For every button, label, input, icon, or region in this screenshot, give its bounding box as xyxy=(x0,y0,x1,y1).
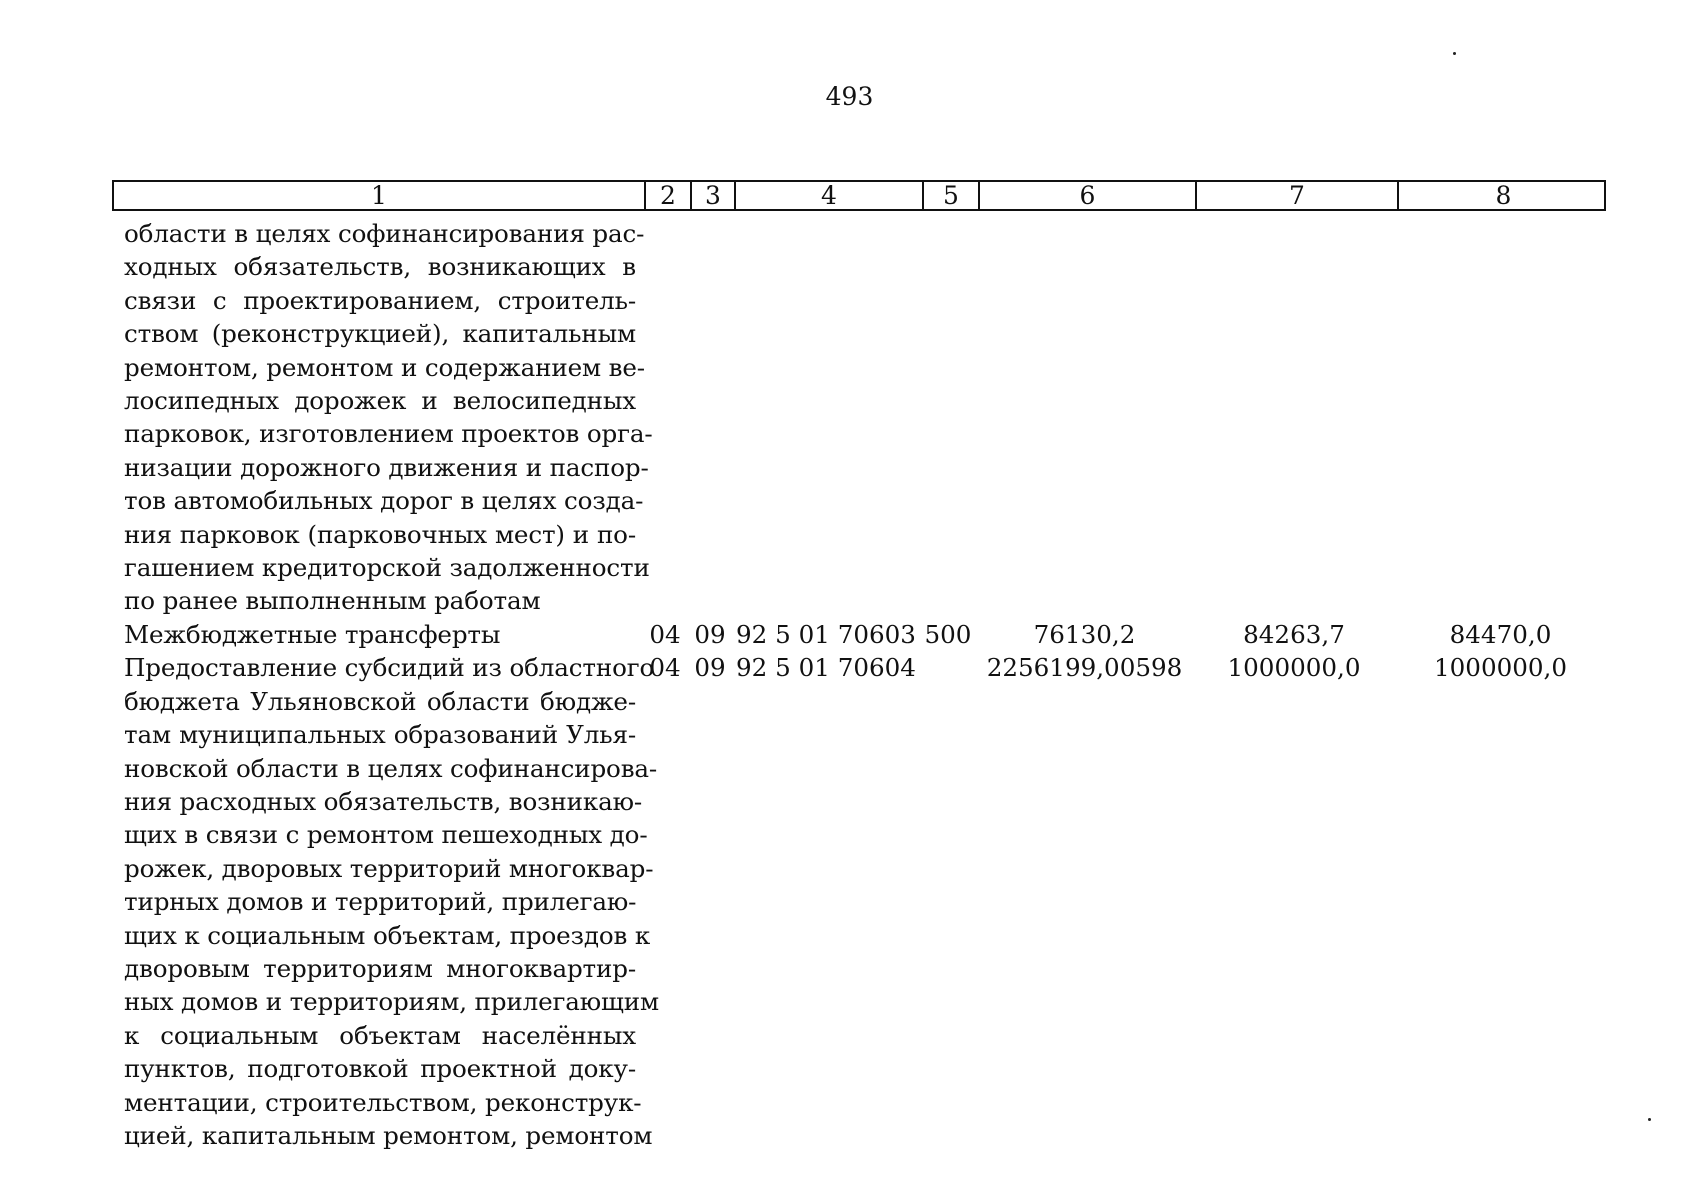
description-line: ментации, строительством, реконструк- xyxy=(124,1087,642,1117)
description-line: новской области в целях софинансирова- xyxy=(124,753,658,783)
scan-speck xyxy=(1648,1118,1651,1121)
cell-rz xyxy=(642,217,688,618)
page-number: 493 xyxy=(825,82,874,111)
description-line: ния расходных обязательств, возникаю- xyxy=(124,786,643,816)
description-line: парковок, изготовлением проектов орга- xyxy=(124,419,653,449)
cell-csr: 92 5 01 70604 xyxy=(736,653,916,683)
header-col-5: 5 xyxy=(922,182,978,209)
cell-pr: 09 xyxy=(694,619,726,649)
cell-vr xyxy=(920,217,976,618)
description-line: лосипедных дорожек и велосипедных xyxy=(124,386,636,416)
row-description xyxy=(112,217,653,618)
header-col-4: 4 xyxy=(734,182,922,209)
cell-csr: 92 5 01 70603 xyxy=(736,619,916,649)
header-col-7: 7 xyxy=(1195,182,1397,209)
cell-rz: 04 xyxy=(649,619,681,649)
description-line: ходных обязательств, возникающих в xyxy=(124,252,636,282)
cell-rz: 04 xyxy=(649,653,681,683)
budget-table xyxy=(112,180,1606,1152)
cell-csr xyxy=(732,217,920,618)
description-line: гашением кредиторской задолженности xyxy=(124,553,650,583)
description-line: по ранее выполненным работам xyxy=(124,586,541,616)
description-line: области в целях софинансирования рас- xyxy=(124,219,645,248)
table-row xyxy=(112,618,1606,651)
description-line: ством (реконструкцией), капитальным xyxy=(124,319,636,349)
description-line: там муниципальных образований Улья- xyxy=(124,720,636,750)
cell-y3 xyxy=(1395,217,1606,618)
table-header xyxy=(112,180,1606,211)
cell-pr: 09 xyxy=(694,653,726,683)
cell-y1 xyxy=(976,217,1193,618)
description-line: низации дорожного движения и паспор- xyxy=(124,452,649,482)
table-body xyxy=(112,211,1606,1152)
cell-y2 xyxy=(1193,217,1395,618)
header-col-2: 2 xyxy=(644,182,690,209)
description-line: цией, капитальным ремонтом, ремонтом xyxy=(124,1120,653,1150)
cell-y2: 84263,7 xyxy=(1243,619,1345,649)
table-row xyxy=(112,651,1606,1152)
header-col-6: 6 xyxy=(978,182,1195,209)
row-description xyxy=(112,618,642,651)
scan-speck xyxy=(1453,52,1456,55)
description-line: дворовым территориям многоквартир- xyxy=(124,953,636,983)
description-line: ния парковок (парковочных мест) и по- xyxy=(124,519,636,549)
cell-y3: 1000000,0 xyxy=(1434,653,1567,683)
cell-y1: 2256199,00598 xyxy=(986,653,1183,683)
description-line: Предоставление субсидий из областного xyxy=(124,653,655,683)
description-line: ных домов и территориям, прилегающим xyxy=(124,987,659,1017)
description-line: пунктов, подготовкой проектной доку- xyxy=(124,1054,636,1084)
description-line: щих в связи с ремонтом пешеходных до- xyxy=(124,820,648,850)
description-line: тов автомобильных дорог в целях созда- xyxy=(124,486,644,516)
header-col-1: 1 xyxy=(371,181,387,210)
header-col-8: 8 xyxy=(1397,182,1608,209)
cell-y2: 1000000,0 xyxy=(1227,653,1361,683)
cell-pr xyxy=(688,217,732,618)
description-line: ремонтом, ремонтом и содержанием ве- xyxy=(124,352,645,382)
description-line: Межбюджетные трансферты xyxy=(124,619,501,649)
cell-vr xyxy=(920,651,976,1152)
description-line: к социальным объектам населённых xyxy=(124,1020,636,1050)
description-line: рожек, дворовых территорий многоквар- xyxy=(124,853,654,883)
cell-y1: 76130,2 xyxy=(1033,619,1136,649)
description-line: связи с проектированием, строитель- xyxy=(124,285,636,315)
header-col-3: 3 xyxy=(690,182,734,209)
row-description xyxy=(112,651,659,1152)
cell-y3: 84470,0 xyxy=(1449,619,1552,649)
description-line: щих к социальным объектам, проездов к xyxy=(124,920,651,950)
table-row xyxy=(112,217,1606,618)
description-line: бюджета Ульяновской области бюдже- xyxy=(124,686,636,716)
cell-vr: 500 xyxy=(924,619,972,649)
description-line: тирных домов и территорий, прилегаю- xyxy=(124,887,637,917)
